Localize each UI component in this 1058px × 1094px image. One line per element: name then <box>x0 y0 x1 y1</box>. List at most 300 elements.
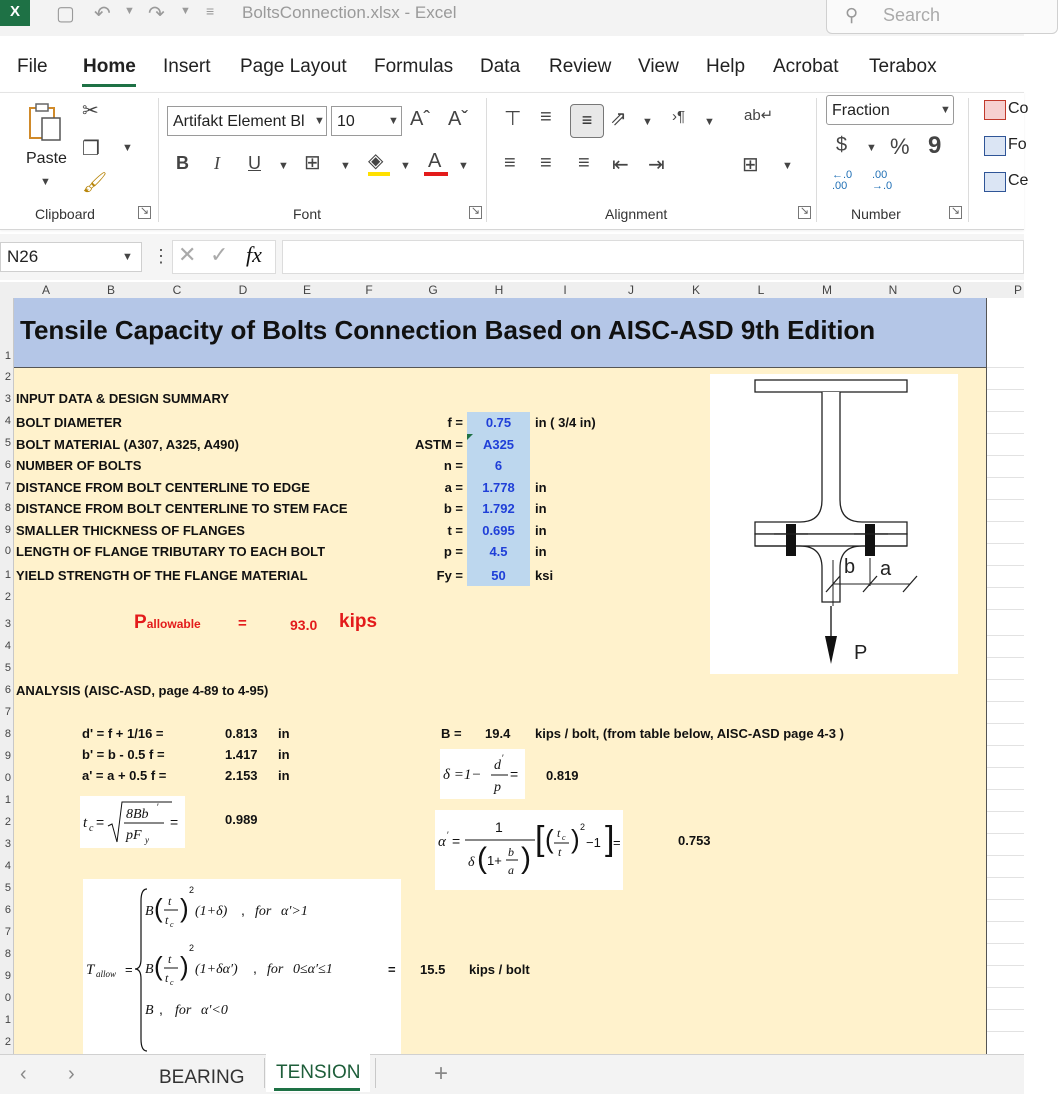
number-format-select[interactable] <box>826 95 954 125</box>
svg-text:): ) <box>180 951 189 981</box>
row-header[interactable]: 5 <box>4 882 11 894</box>
column-header[interactable]: F <box>365 283 373 297</box>
svg-text:p: p <box>494 780 501 795</box>
row-header[interactable]: 5 <box>4 662 11 674</box>
gridline <box>987 389 1024 390</box>
svg-text:2: 2 <box>580 822 586 832</box>
svg-text:=: = <box>452 833 461 849</box>
copy-icon[interactable]: ❐ <box>82 138 100 160</box>
input-label: LENGTH OF FLANGE TRIBUTARY TO EACH BOLT <box>16 544 326 559</box>
row-header[interactable]: 0 <box>4 545 11 557</box>
format-as-table-icon[interactable] <box>984 136 1006 156</box>
conditional-formatting-icon[interactable] <box>984 100 1006 120</box>
p-allowable-subscript: allowable <box>146 617 201 631</box>
font-launcher-icon[interactable]: ↘ <box>470 205 481 217</box>
row-header[interactable]: 7 <box>4 481 11 493</box>
search-icon: ⚲ <box>845 5 859 25</box>
input-symbol: Fy = <box>436 568 463 583</box>
input-symbol: t = <box>447 523 463 538</box>
menu-formulas[interactable]: Formulas <box>374 56 454 77</box>
chevron-down-icon[interactable]: ▼ <box>278 160 289 172</box>
input-unit: in <box>535 544 547 559</box>
row-header[interactable]: 3 <box>4 618 11 630</box>
excel-logo-icon: X <box>0 0 30 26</box>
ribbon-separator <box>486 98 487 222</box>
row-header[interactable]: 4 <box>4 860 11 872</box>
svg-text:for: for <box>255 904 272 919</box>
svg-text:′: ′ <box>502 753 504 763</box>
diagram-label-a: a <box>880 558 892 580</box>
menu-acrobat[interactable]: Acrobat <box>773 56 839 77</box>
p-allowable-value: 93.0 <box>290 617 318 633</box>
next-sheet-icon[interactable]: › <box>68 1063 75 1085</box>
sheet-title: Tensile Capacity of Bolts Connection Based on AISC-ASD 9th Edition <box>20 315 876 345</box>
gridline <box>987 565 1024 566</box>
svg-text:α′>1: α′>1 <box>281 904 308 919</box>
number-launcher-icon[interactable]: ↘ <box>950 205 961 217</box>
svg-text:B: B <box>145 962 154 977</box>
save-icon[interactable]: ▢ <box>56 3 75 25</box>
column-header[interactable]: G <box>428 283 438 297</box>
row-header[interactable]: 9 <box>4 750 11 762</box>
cancel-icon[interactable]: ✕ <box>178 242 197 267</box>
align-left-icon[interactable]: ≡ <box>504 152 516 174</box>
borders-icon[interactable]: ⊞ <box>304 152 321 174</box>
tab-divider <box>375 1058 376 1088</box>
tc-formula <box>80 796 185 848</box>
svg-text:1+: 1+ <box>487 853 502 868</box>
gridline <box>987 521 1024 522</box>
svg-text:c: c <box>170 920 174 929</box>
alignment-group-label: Alignment <box>605 206 668 222</box>
b-value: 19.4 <box>485 726 511 741</box>
search-placeholder: Search <box>883 5 941 25</box>
svg-text:allow: allow <box>96 969 117 979</box>
svg-text:2: 2 <box>189 885 195 895</box>
svg-text:b: b <box>508 845 514 859</box>
tallow-unit: kips / bolt <box>469 962 530 977</box>
diagram-label-b: b <box>844 556 856 578</box>
p-allowable-equals: = <box>238 615 247 632</box>
currency-button[interactable]: $ <box>836 134 848 156</box>
input-value[interactable]: 50 <box>491 568 506 583</box>
paste-button[interactable]: Paste <box>26 150 67 167</box>
align-right-icon[interactable]: ≡ <box>578 152 590 174</box>
cut-icon[interactable]: ✂ <box>82 100 99 122</box>
calc-expression: d' = f + 1/16 = <box>82 726 164 741</box>
font-size-value: 10 <box>337 113 355 130</box>
svg-text:t: t <box>165 971 169 985</box>
gridline <box>987 635 1024 636</box>
input-label: YIELD STRENGTH OF THE FLANGE MATERIAL <box>16 568 308 583</box>
chevron-down-icon[interactable]: ▼ <box>400 160 411 172</box>
svg-text:(: ( <box>477 842 487 875</box>
row-header[interactable]: 1 <box>4 350 11 362</box>
bold-button[interactable]: B <box>176 153 189 173</box>
gridline <box>987 455 1024 456</box>
menu-insert[interactable]: Insert <box>163 56 211 77</box>
underline-button[interactable]: U <box>248 153 261 173</box>
row-header[interactable]: 2 <box>4 816 11 828</box>
tab-divider <box>264 1058 265 1088</box>
svg-text:t: t <box>83 815 88 831</box>
gridline <box>987 477 1024 478</box>
menu-page-layout[interactable]: Page Layout <box>240 56 347 77</box>
input-value[interactable]: 1.792 <box>482 501 515 516</box>
increase-font-size-icon[interactable]: Aˆ <box>410 108 430 130</box>
align-bottom-button[interactable]: ≡ <box>570 104 604 138</box>
menu-review[interactable]: Review <box>549 56 612 77</box>
gridline <box>987 367 1024 368</box>
svg-text:(1+δ): (1+δ) <box>195 904 228 919</box>
input-symbol: p = <box>443 544 463 559</box>
align-top-icon[interactable]: ⊤ <box>504 108 522 130</box>
row-header[interactable]: 4 <box>4 415 11 427</box>
more-options-icon[interactable]: ⋮ <box>152 246 170 266</box>
input-symbol: ASTM = <box>414 437 463 452</box>
chevron-down-icon[interactable]: ▼ <box>124 5 135 17</box>
column-header[interactable]: D <box>238 283 248 297</box>
svg-text:c: c <box>89 823 94 834</box>
wrap-text-icon[interactable]: ab↵ <box>744 107 774 124</box>
menu-view[interactable]: View <box>638 56 679 77</box>
cell-styles-icon[interactable] <box>984 172 1006 192</box>
svg-text:a: a <box>508 863 514 877</box>
input-unit: in <box>535 501 547 516</box>
active-menu-indicator <box>82 84 136 87</box>
gridline <box>987 433 1024 434</box>
column-header[interactable]: L <box>757 283 765 297</box>
row-header[interactable]: 2 <box>4 371 11 383</box>
svg-text:t: t <box>558 845 562 859</box>
increase-decimal-icon[interactable]: ←.0 .00 <box>832 169 853 192</box>
input-label: NUMBER OF BOLTS <box>16 458 142 473</box>
fill-color-icon[interactable]: ◈ <box>368 150 384 172</box>
input-unit: in <box>535 523 547 538</box>
svg-text:t: t <box>165 913 169 927</box>
gridline <box>987 965 1024 966</box>
gridline <box>987 587 1024 588</box>
column-header[interactable]: N <box>888 283 898 297</box>
input-unit: in ( 3/4 in) <box>535 415 596 430</box>
row-header[interactable]: 0 <box>4 992 11 1004</box>
chevron-down-icon[interactable]: ▼ <box>388 115 399 127</box>
svg-text:pF: pF <box>126 828 142 843</box>
column-header[interactable]: K <box>691 283 700 297</box>
gridline <box>987 679 1024 680</box>
svg-text:α: α <box>438 834 446 850</box>
input-symbol: f = <box>447 415 463 430</box>
gridline <box>987 701 1024 702</box>
gridline <box>987 921 1024 922</box>
svg-text:1: 1 <box>495 819 503 835</box>
sheet-tab-bar <box>0 1054 1024 1094</box>
tallow-equals: = <box>388 962 396 977</box>
alignment-launcher-icon[interactable]: ↘ <box>799 205 810 217</box>
chevron-down-icon[interactable]: ▼ <box>122 142 133 154</box>
input-symbol: n = <box>443 458 463 473</box>
input-value[interactable]: 6 <box>494 458 503 473</box>
calc-expression: b' = b - 0.5 f = <box>82 747 165 762</box>
calc-expression: a' = a + 0.5 f = <box>82 768 167 783</box>
merge-center-icon[interactable]: ⊞ <box>742 154 759 176</box>
calc-value: 1.417 <box>225 747 258 762</box>
column-header[interactable]: O <box>952 283 962 297</box>
b-expression: B = <box>441 726 462 741</box>
row-header[interactable]: 6 <box>4 459 11 471</box>
font-color-swatch <box>424 172 448 176</box>
tab-tension[interactable]: TENSION <box>276 1062 361 1083</box>
svg-text:for: for <box>175 1003 192 1018</box>
menu-terabox[interactable]: Terabox <box>869 56 937 77</box>
number-format-value: Fraction <box>832 102 890 119</box>
fill-color-swatch <box>368 172 390 176</box>
font-group-label: Font <box>293 206 322 222</box>
svg-text:δ: δ <box>468 855 475 870</box>
column-header[interactable]: I <box>563 283 567 297</box>
tallow-value: 15.5 <box>420 962 446 977</box>
svg-text:α′<0: α′<0 <box>201 1003 228 1018</box>
row-header-bar <box>0 298 14 1054</box>
gridline <box>987 723 1024 724</box>
orientation-icon[interactable]: ⇗ <box>610 108 627 130</box>
gridline <box>987 543 1024 544</box>
row-header[interactable]: 1 <box>4 794 11 806</box>
connection-diagram <box>710 374 958 674</box>
font-color-icon[interactable]: A <box>428 150 442 172</box>
calc-unit: in <box>278 768 290 783</box>
input-unit: ksi <box>535 568 554 583</box>
svg-text:): ) <box>571 824 580 854</box>
input-label: SMALLER THICKNESS OF FLANGES <box>16 523 245 538</box>
input-unit: in <box>535 480 547 495</box>
svg-text:B: B <box>145 904 154 919</box>
ribbon-separator <box>816 98 817 222</box>
insert-function-button[interactable]: fx <box>246 242 262 267</box>
row-header[interactable]: 2 <box>4 591 11 603</box>
column-header[interactable]: A <box>41 283 50 297</box>
row-header[interactable]: 3 <box>4 393 11 405</box>
p-allowable-label <box>134 612 201 634</box>
gridline <box>987 789 1024 790</box>
svg-text:c: c <box>170 978 174 987</box>
title-bar <box>0 0 1024 36</box>
input-label: BOLT MATERIAL (A307, A325, A490) <box>16 437 239 452</box>
gridline <box>987 877 1024 878</box>
paste-icon[interactable] <box>28 102 64 142</box>
gridline <box>987 609 1024 610</box>
calc-unit: in <box>278 726 290 741</box>
svg-text:=: = <box>510 766 519 782</box>
add-sheet-button[interactable]: + <box>434 1060 449 1087</box>
align-center-icon[interactable]: ≡ <box>540 152 552 174</box>
gridline <box>987 411 1024 412</box>
decrease-font-size-icon[interactable]: Aˇ <box>448 108 468 130</box>
svg-text:t: t <box>168 952 172 966</box>
menu-file[interactable]: File <box>17 56 48 77</box>
svg-text:δ =1−: δ =1− <box>443 767 482 783</box>
tc-value: 0.989 <box>225 812 258 827</box>
column-header[interactable]: M <box>822 283 832 297</box>
column-header[interactable]: H <box>494 283 504 297</box>
chevron-down-icon[interactable]: ▼ <box>940 104 951 116</box>
ribbon-separator <box>158 98 159 222</box>
row-header[interactable]: 6 <box>4 904 11 916</box>
svg-text:=: = <box>170 814 179 830</box>
chevron-down-icon[interactable]: ▼ <box>458 160 469 172</box>
svg-text:): ) <box>521 842 531 875</box>
svg-text:t: t <box>557 826 561 840</box>
increase-indent-icon[interactable]: ⇥ <box>648 154 665 176</box>
row-header[interactable]: 7 <box>4 926 11 938</box>
svg-text:=: = <box>125 962 133 977</box>
svg-text:′: ′ <box>157 802 159 812</box>
column-header[interactable]: C <box>172 283 182 297</box>
svg-text:[: [ <box>535 820 545 858</box>
svg-text:,: , <box>159 1001 163 1017</box>
chevron-down-icon[interactable]: ▼ <box>340 160 351 172</box>
cell-styles-button[interactable]: Ce <box>1008 172 1029 189</box>
p-allowable-symbol: P <box>134 612 147 633</box>
input-value[interactable]: 0.75 <box>485 415 512 430</box>
svg-text:2: 2 <box>189 943 195 953</box>
svg-text:d: d <box>494 758 501 773</box>
chevron-down-icon[interactable]: ▼ <box>40 176 51 188</box>
row-header[interactable]: 6 <box>4 684 11 696</box>
alpha-value: 0.753 <box>678 833 711 848</box>
row-header[interactable]: 1 <box>4 1014 11 1026</box>
number-group-label: Number <box>851 206 901 222</box>
row-header[interactable]: 9 <box>4 970 11 982</box>
row-header[interactable]: 4 <box>4 640 11 652</box>
name-box[interactable]: N26 <box>0 242 142 272</box>
input-value[interactable]: 1.778 <box>482 480 515 495</box>
input-header: INPUT DATA & DESIGN SUMMARY <box>16 391 230 406</box>
gridline <box>987 943 1024 944</box>
svg-text:]: ] <box>605 820 615 858</box>
gridline <box>987 1031 1024 1032</box>
text-direction-icon[interactable]: ›¶ <box>672 108 686 125</box>
gridline <box>987 1009 1024 1010</box>
chevron-down-icon[interactable]: ▼ <box>782 160 793 172</box>
b-note: kips / bolt, (from table below, AISC-ASD page 4-3 ) <box>535 726 844 741</box>
enter-icon[interactable]: ✓ <box>210 242 229 267</box>
svg-text:,: , <box>253 960 257 976</box>
font-name-value: Artifakt Element Bl <box>173 113 305 130</box>
svg-text:,: , <box>241 902 245 918</box>
chevron-down-icon[interactable]: ▼ <box>704 116 715 128</box>
input-value[interactable]: 0.695 <box>482 523 515 538</box>
gridline <box>987 855 1024 856</box>
svg-text:(: ( <box>154 893 163 923</box>
row-header[interactable]: 3 <box>4 838 11 850</box>
calc-unit: in <box>278 747 290 762</box>
chevron-down-icon[interactable]: ▼ <box>866 142 877 154</box>
alpha-formula <box>435 810 623 890</box>
row-header[interactable]: 8 <box>4 502 11 514</box>
menu-help[interactable]: Help <box>706 56 746 77</box>
calc-value: 0.813 <box>225 726 258 741</box>
comma-style-button[interactable]: 9 <box>928 132 942 159</box>
input-symbol: b = <box>443 501 463 516</box>
row-header[interactable]: 7 <box>4 706 11 718</box>
chevron-down-icon[interactable]: ▼ <box>122 251 133 263</box>
align-middle-icon[interactable]: ≡ <box>540 106 552 128</box>
row-header[interactable]: 2 <box>4 1036 11 1048</box>
svg-text:′: ′ <box>447 830 449 840</box>
format-painter-icon[interactable]: 🖌 <box>82 172 108 194</box>
column-header[interactable]: B <box>106 283 115 297</box>
svg-text:): ) <box>180 893 189 923</box>
font-name-select[interactable] <box>167 106 327 136</box>
percent-button[interactable]: % <box>890 134 910 159</box>
customize-toolbar-icon[interactable]: ≡ <box>206 3 215 19</box>
decrease-decimal-icon[interactable]: .00 →.0 <box>872 169 893 192</box>
format-as-table-button[interactable]: Fo <box>1008 136 1027 153</box>
gridline <box>987 833 1024 834</box>
svg-text:T: T <box>86 962 95 978</box>
row-header[interactable]: 9 <box>4 524 11 536</box>
analysis-header: ANALYSIS (AISC-ASD, page 4-89 to 4-95) <box>16 683 269 698</box>
menu-data[interactable]: Data <box>480 56 521 77</box>
diagram-label-p: P <box>854 642 868 664</box>
svg-text:(: ( <box>154 951 163 981</box>
row-header[interactable]: 1 <box>4 569 11 581</box>
gridline <box>987 987 1024 988</box>
chevron-down-icon[interactable]: ▼ <box>642 116 653 128</box>
row-header[interactable]: 0 <box>4 772 11 784</box>
p-allowable-unit: kips <box>339 611 378 632</box>
decrease-indent-icon[interactable]: ⇤ <box>612 154 629 176</box>
column-header[interactable]: J <box>628 283 634 297</box>
tab-bearing[interactable]: BEARING <box>159 1067 245 1088</box>
input-value[interactable]: 4.5 <box>489 544 508 559</box>
active-tab-indicator <box>274 1088 360 1091</box>
svg-text:=: = <box>613 835 621 850</box>
gridline <box>987 899 1024 900</box>
search-box[interactable] <box>826 0 1058 34</box>
prev-sheet-icon[interactable]: ‹ <box>20 1063 27 1085</box>
menu-home[interactable]: Home <box>83 56 136 77</box>
italic-button[interactable]: I <box>214 153 220 173</box>
clipboard-launcher-icon[interactable]: ↘ <box>139 205 150 217</box>
chevron-down-icon[interactable]: ▼ <box>180 5 191 17</box>
delta-formula <box>440 749 525 799</box>
column-header[interactable]: E <box>302 283 311 297</box>
row-header[interactable]: 8 <box>4 948 11 960</box>
gridline <box>987 811 1024 812</box>
row-header[interactable]: 8 <box>4 728 11 740</box>
svg-text:y: y <box>145 835 149 845</box>
row-header[interactable]: 5 <box>4 437 11 449</box>
chevron-down-icon[interactable]: ▼ <box>314 115 325 127</box>
ribbon-separator <box>968 98 969 222</box>
svg-text:=: = <box>96 814 105 830</box>
svg-text:t: t <box>168 894 172 908</box>
input-label: DISTANCE FROM BOLT CENTERLINE TO EDGE <box>16 480 310 495</box>
gridline <box>987 745 1024 746</box>
conditional-formatting-button[interactable]: Co <box>1008 100 1029 117</box>
formula-input[interactable] <box>282 240 1024 274</box>
svg-text:(: ( <box>545 824 554 854</box>
input-symbol: a = <box>444 480 463 495</box>
input-value[interactable]: A325 <box>482 437 515 452</box>
undo-icon[interactable]: ↶ <box>94 3 111 25</box>
delta-value: 0.819 <box>546 768 579 783</box>
redo-icon[interactable]: ↷ <box>148 3 165 25</box>
column-header[interactable]: P <box>1013 283 1022 297</box>
svg-text:0≤α′≤1: 0≤α′≤1 <box>293 962 333 977</box>
